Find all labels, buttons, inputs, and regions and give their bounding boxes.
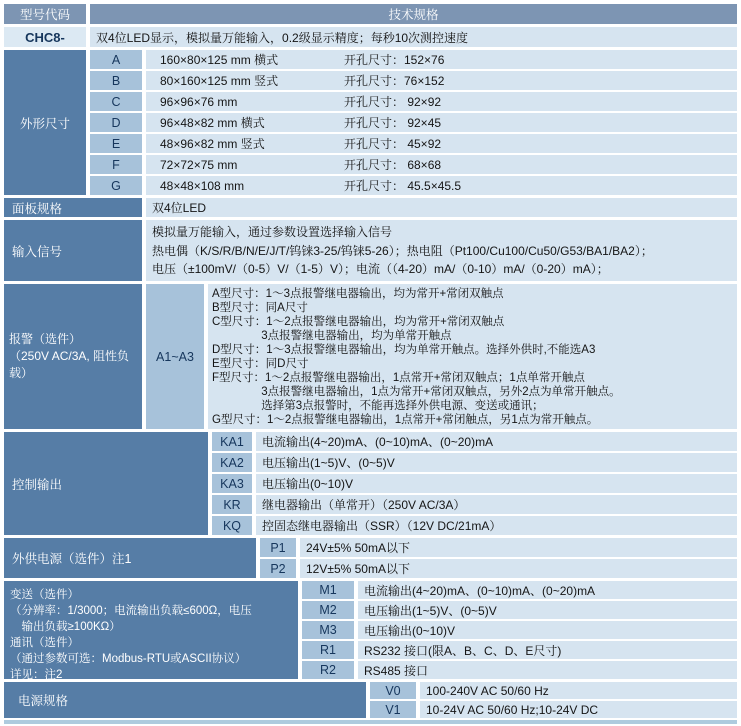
power-spec-section [4,682,737,718]
transmit-code: M3 [302,621,354,639]
transmit-desc: RS232 接口(限A、B、C、D、E尺寸) [358,641,737,659]
model-description: 双4位LED显示，模拟量万能输入，0.2级显示精度；每秒10次测控速度 [90,27,737,47]
dim-cutout: 开孔尺寸： 92×45 [344,116,442,130]
ext-power-desc: 12V±5% 50mA以下 [300,559,737,578]
dim-cutout: 开孔尺寸： 45×92 [344,137,442,151]
control-desc: 继电器输出（单常开）（250V AC/3A） [256,495,737,514]
panel-spec-value: 双4位LED [146,198,737,217]
transmit-desc: 电流输出(4~20)mA、(0~10)mA、(0~20)mA [358,581,737,599]
dim-detail [146,92,737,111]
alarm-line: 3点报警继电器输出，1点为常开+常闭双触点，另外2点为单常开触点。 [212,386,621,398]
input-signal-detail [146,220,737,281]
dim-code: F [90,155,142,174]
alarm-line: D型尺寸：1～3点报警继电器输出，均为单常开触点。选择外供时,不能选A3 [212,344,596,356]
ext-power-desc: 24V±5% 50mA以下 [300,538,737,557]
control-desc: 电压输出(0~10)V [256,474,737,493]
table-row [302,601,737,619]
alarm-detail [208,284,737,429]
dim-size: 80×160×125 mm 竖式 [160,74,279,88]
table-row [370,701,737,718]
alarm-label-line2: （250V AC/3A, 阻性负载） [9,349,130,380]
table-row [90,92,737,111]
ext-power-code: P1 [260,538,296,557]
input-line: 电压（±100mV/（0-5）V/（1-5）V）；电流（（4-20）mA/（0-10）mA/（0-20）mA）； [152,262,609,276]
power-spec-code: V0 [370,682,416,699]
control-code: KA1 [212,432,252,451]
dimensions-section [4,50,737,195]
dim-code: C [90,92,142,111]
control-desc: 电流输出(4~20)mA、(0~10)mA、(0~20)mA [256,432,737,451]
transmit-label-line: 通讯（选件） [10,637,79,649]
panel-spec-label: 面板规格 [4,198,142,217]
alarm-line: A型尺寸：1～3点报警继电器输出，均为常开+常闭双触点 [212,288,504,300]
table-row [90,50,737,69]
dim-cutout: 开孔尺寸： 45.5×45.5 [344,179,462,193]
table-row [260,538,737,557]
dim-size: 96×48×82 mm 横式 [160,116,265,130]
table-row [90,155,737,174]
dim-code: E [90,134,142,153]
dim-cutout: 开孔尺寸： 68×68 [344,158,442,172]
alarm-line: 3点报警继电器输出，均为单常开触点 [212,330,452,342]
transmit-comm-section [4,581,737,679]
table-row [370,682,737,699]
dim-code: A [90,50,142,69]
alarm-line: E型尺寸：同D尺寸 [212,358,309,370]
dim-code: D [90,113,142,132]
external-power-label: 外供电源（选件）注1 [4,538,256,578]
dim-code: B [90,71,142,90]
table-header [4,4,737,24]
dim-size: 96×96×76 mm [160,94,238,109]
transmit-code: M2 [302,601,354,619]
transmit-label-line: 输出负载≥100KΩ） [10,621,121,633]
control-code: KQ [212,516,252,535]
dim-size: 160×80×125 mm 横式 [160,53,279,67]
table-row [90,176,737,195]
table-row [212,516,737,535]
panel-spec-section [4,198,737,217]
transmit-code: R2 [302,661,354,679]
dim-detail [146,176,737,195]
input-signal-label: 输入信号 [4,220,142,281]
table-row [302,641,737,659]
table-row [212,453,737,472]
table-bottom-border [4,720,737,724]
dim-cutout: 开孔尺寸：76×152 [344,74,445,88]
control-output-section [4,432,737,535]
control-desc: 电压输出(1~5)V、(0~5)V [256,453,737,472]
dimensions-label: 外形尺寸 [4,50,86,195]
control-desc: 控固态继电器输出（SSR）（12V DC/21mA） [256,516,737,535]
transmit-label-line: 详见：注2 [10,669,63,681]
transmit-code: M1 [302,581,354,599]
alarm-label [4,284,142,429]
power-spec-code: V1 [370,701,416,718]
table-row [212,495,737,514]
dim-code: G [90,176,142,195]
transmit-label-line: 变送（选件） [10,589,79,601]
table-row [212,432,737,451]
transmit-desc: RS485 接口 [358,661,737,679]
alarm-line: 选择第3点报警时，不能再选择外供电源、变送或通讯； [212,400,544,412]
dim-cutout: 开孔尺寸： 92×92 [344,95,442,109]
alarm-label-line1: 报警（选件） [9,332,82,346]
alarm-line: C型尺寸：1～2点报警继电器输出，均为常开+常闭双触点 [212,316,505,328]
table-row [302,581,737,599]
header-model-code: 型号代码 [4,4,86,24]
transmit-comm-label [4,581,298,679]
ext-power-code: P2 [260,559,296,578]
transmit-desc: 电压输出(1~5)V、(0~5)V [358,601,737,619]
alarm-section [4,284,737,429]
transmit-label-line: （通过参数可选：Modbus-RTU或ASCII协议） [10,653,247,665]
control-code: KR [212,495,252,514]
alarm-line: B型尺寸：同A尺寸 [212,302,308,314]
control-code: KA3 [212,474,252,493]
table-row [302,661,737,679]
table-row [212,474,737,493]
input-line: 热电偶（K/S/R/B/N/E/J/T/钨铼3-25/钨铼5-26）；热电阻（Pt100/Cu100/Cu50/G53/BA1/BA2）； [152,243,653,258]
dim-size: 72×72×75 mm [160,157,238,172]
control-output-label: 控制输出 [4,432,208,535]
dim-detail [146,50,737,69]
power-spec-desc: 10-24V AC 50/60 Hz;10-24V DC [420,701,737,718]
model-row [4,27,737,47]
transmit-label-line: （分辨率：1/3000；电流输出负载≤600Ω，电压 [10,605,252,617]
input-line: 模拟量万能输入，通过参数设置选择输入信号 [152,225,393,239]
dim-detail [146,71,737,90]
control-code: KA2 [212,453,252,472]
table-row [302,621,737,639]
alarm-code: A1~A3 [146,284,204,429]
input-signal-section [4,220,737,281]
external-power-section [4,538,737,578]
dim-detail [146,134,737,153]
table-row [90,113,737,132]
table-row [90,134,737,153]
alarm-line: G型尺寸：1～2点报警继电器输出，1点常开+常闭触点，另1点为常开触点。 [212,414,599,426]
dim-detail [146,155,737,174]
dim-size: 48×48×108 mm [160,178,245,193]
table-row [260,559,737,578]
transmit-desc: 电压输出(0~10)V [358,621,737,639]
model-code: CHC8- [4,27,86,47]
header-tech-spec: 技术规格 [90,4,737,24]
alarm-line: F型尺寸：1～2点报警继电器输出，1点常开+常闭双触点；1点单常开触点 [212,372,585,384]
dim-cutout: 开孔尺寸：152×76 [344,53,445,67]
power-spec-label: 电源规格 [4,682,366,718]
table-row [90,71,737,90]
power-spec-desc: 100-240V AC 50/60 Hz [420,682,737,699]
dim-size: 48×96×82 mm 竖式 [160,137,265,151]
transmit-code: R1 [302,641,354,659]
dim-detail [146,113,737,132]
